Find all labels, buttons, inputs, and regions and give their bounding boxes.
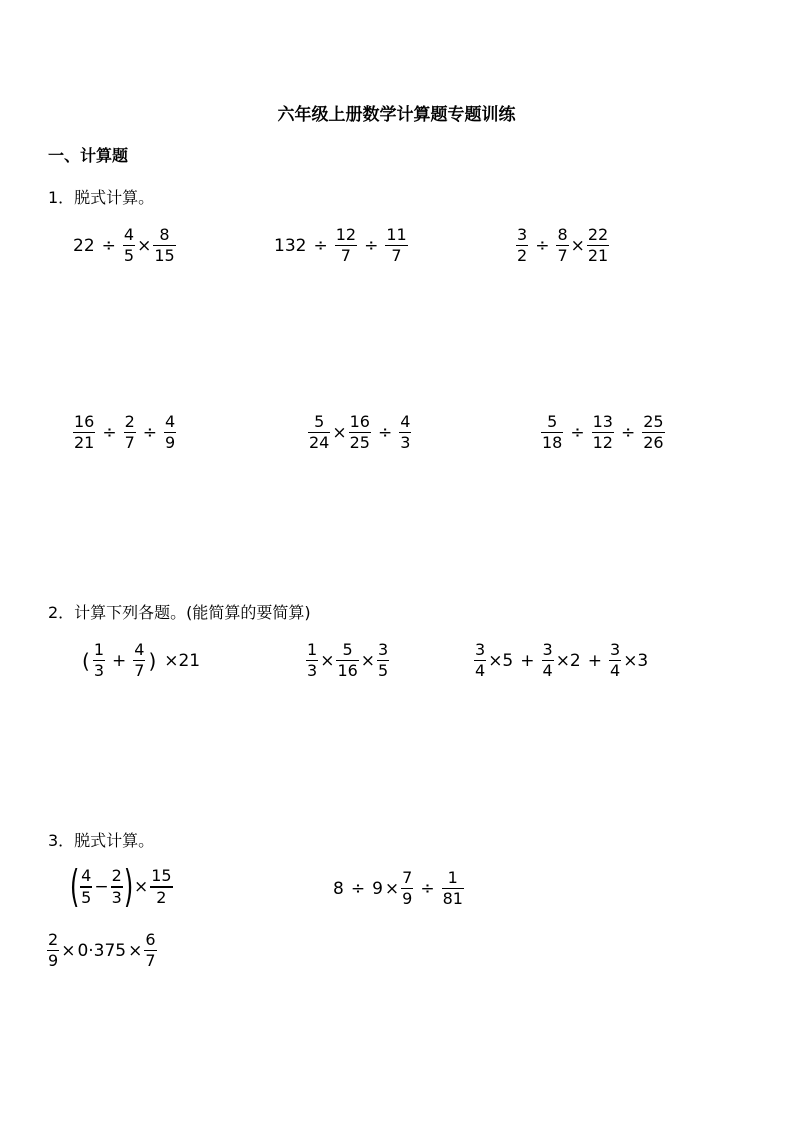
fraction: $\frac{7}{9}$ xyxy=(402,868,413,909)
fraction: $\frac{8}{7}$ xyxy=(557,225,568,266)
fraction: $\frac{1}{81}$ xyxy=(442,868,463,909)
fraction: $\frac{16}{25}$ xyxy=(349,412,370,453)
page-title: 六年级上册数学计算题专题训练 xyxy=(277,105,516,125)
fraction: $\frac{4}{5}$ xyxy=(123,225,135,266)
problem-2-2: $\frac{1}{3}$ × $\frac{5}{16}$ × $\frac{3}{5}$ xyxy=(307,640,389,681)
problem-2-1: ( $\frac{1}{3}$ + $\frac{4}{7}$ ) ×21 xyxy=(82,640,201,681)
fraction: $\frac{2}{3}$ xyxy=(111,866,122,907)
problem-3-1: ( $\frac{4}{5}$ − $\frac{2}{3}$ ) × $\frac{15}{2}$ xyxy=(69,861,172,912)
fraction: $\frac{5}{24}$ xyxy=(309,412,330,453)
fraction: $\frac{8}{15}$ xyxy=(154,225,175,266)
problem-1-5: $\frac{5}{24}$ × $\frac{16}{25}$ ÷ $\frac{4}{3}$ xyxy=(309,412,411,453)
problem-1-3: $\frac{3}{2}$ ÷ $\frac{8}{7}$ × $\frac{22}{21}$ xyxy=(517,225,609,266)
fraction: $\frac{4}{9}$ xyxy=(165,412,176,453)
fraction: $\frac{3}{2}$ xyxy=(517,225,528,266)
problem-1-1: 22 ÷ $\frac{4}{5}$ × $\frac{8}{15}$ xyxy=(73,225,175,266)
question-3-label: 3．脱式计算。 xyxy=(48,831,155,850)
fraction: $\frac{4}{7}$ xyxy=(134,640,145,681)
fraction: $\frac{22}{21}$ xyxy=(587,225,609,266)
fraction: $\frac{3}{4}$ xyxy=(542,640,553,681)
fraction: $\frac{5}{16}$ xyxy=(337,640,358,681)
fraction: $\frac{1}{3}$ xyxy=(307,640,318,681)
problem-2-3: $\frac{3}{4}$ ×5 + $\frac{3}{4}$ ×2 + $\frac{3}{4}$ ×3 xyxy=(475,640,649,681)
left-paren: ( xyxy=(69,861,80,912)
fraction: $\frac{3}{4}$ xyxy=(475,640,486,681)
question-2-label: 2．计算下列各题。(能简算的要简算) xyxy=(48,603,311,622)
fraction: $\frac{15}{2}$ xyxy=(151,866,172,907)
fraction: $\frac{16}{21}$ xyxy=(74,412,95,453)
problem-1-6: $\frac{5}{18}$ ÷ $\frac{13}{12}$ ÷ $\frac{25}{26}$ xyxy=(542,412,664,453)
fraction: $\frac{11}{7}$ xyxy=(386,225,407,266)
fraction: $\frac{4}{5}$ xyxy=(81,866,92,907)
fraction: $\frac{25}{26}$ xyxy=(643,412,664,453)
fraction: $\frac{6}{7}$ xyxy=(145,930,156,971)
right-paren: ) xyxy=(123,861,134,912)
question-1-label: 1．脱式计算。 xyxy=(48,188,155,207)
fraction: $\frac{1}{3}$ xyxy=(93,640,104,681)
fraction: $\frac{12}{7}$ xyxy=(335,225,357,266)
problem-3-3: $\frac{2}{9}$ × 0·375 × $\frac{6}{7}$ xyxy=(48,930,156,971)
problem-1-4: $\frac{16}{21}$ ÷ $\frac{2}{7}$ ÷ $\frac{4}{9}$ xyxy=(74,412,176,453)
section-heading: 一、计算题 xyxy=(48,146,129,165)
problem-1-2: 132 ÷ $\frac{12}{7}$ ÷ $\frac{11}{7}$ xyxy=(274,225,407,266)
fraction: $\frac{3}{4}$ xyxy=(610,640,621,681)
fraction: $\frac{4}{3}$ xyxy=(400,412,411,453)
fraction: $\frac{2}{7}$ xyxy=(124,412,135,453)
fraction: $\frac{3}{5}$ xyxy=(378,640,389,681)
fraction: $\frac{13}{12}$ xyxy=(592,412,613,453)
problem-3-2: 8 ÷ 9 × $\frac{7}{9}$ ÷ $\frac{1}{81}$ xyxy=(333,868,463,909)
fraction: $\frac{5}{18}$ xyxy=(542,412,563,453)
fraction: $\frac{2}{9}$ xyxy=(48,930,59,971)
